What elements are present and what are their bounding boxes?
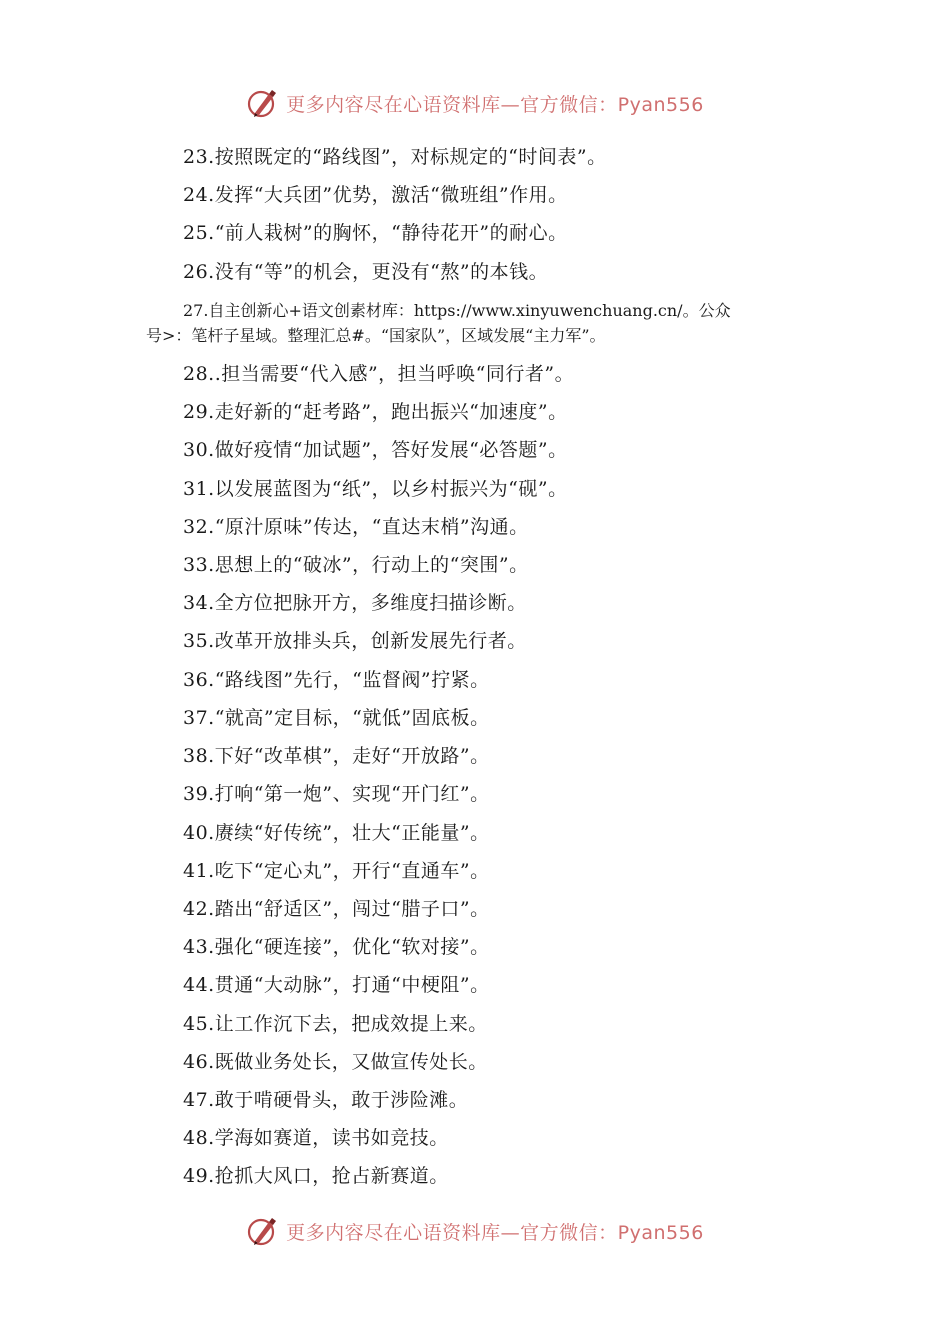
list-item-27-line1: 27.自主创新心+语文创素材库：https://www.xinyuwenchuang.cn/。公众 <box>183 301 731 320</box>
footer-banner <box>0 1211 950 1251</box>
list-item: 42.踏出“舒适区”，闯过“腊子口”。 <box>183 898 490 920</box>
wechat-id: Pyan556 <box>617 93 704 116</box>
list-item: 46.既做业务处长，又做宣传处长。 <box>183 1051 488 1073</box>
list-item: 25.“前人栽树”的胸怀，“静待花开”的耐心。 <box>183 222 568 244</box>
list-item: 34.全方位把脉开方，多维度扫描诊断。 <box>183 592 527 614</box>
header-banner <box>0 83 950 123</box>
list-item-27 <box>146 298 826 348</box>
list-item: 26.没有“等”的机会，更没有“熬”的本钱。 <box>183 261 549 283</box>
list-item: 33.思想上的“破冰”，行动上的“突围”。 <box>183 554 529 576</box>
list-item: 28..担当需要“代入感”，担当呼唤“同行者”。 <box>183 363 575 385</box>
list-item: 32.“原汁原味”传达，“直达末梢”沟通。 <box>183 516 529 538</box>
list-item-27-line2: 号>：笔杆子星域。整理汇总#。“国家队”，区域发展“主力军”。 <box>146 326 606 345</box>
list-item: 30.做好疫情“加试题”，答好发展“必答题”。 <box>183 439 568 461</box>
list-item: 39.打响“第一炮”、实现“开门红”。 <box>183 783 490 805</box>
list-item: 41.吃下“定心丸”，开行“直通车”。 <box>183 860 490 882</box>
list-item: 35.改革开放排头兵，创新发展先行者。 <box>183 630 527 652</box>
list-item: 45.让工作沉下去，把成效提上来。 <box>183 1013 488 1035</box>
list-item: 47.敢于啃硬骨头，敢于涉险滩。 <box>183 1089 469 1111</box>
list-item: 23.按照既定的“路线图”，对标规定的“时间表”。 <box>183 146 607 168</box>
list-item: 31.以发展蓝图为“纸”，以乡村振兴为“砚”。 <box>183 478 568 500</box>
list-item: 37.“就高”定目标，“就低”固底板。 <box>183 707 490 729</box>
pen-logo-icon <box>246 86 280 120</box>
list-item: 49.抢抓大风口，抢占新赛道。 <box>183 1165 449 1187</box>
list-item: 44.贯通“大动脉”，打通“中梗阻”。 <box>183 974 490 996</box>
list-item: 43.强化“硬连接”，优化“软对接”。 <box>183 936 490 958</box>
list-item: 48.学海如赛道，读书如竞技。 <box>183 1127 449 1149</box>
banner-text: 更多内容尽在心语资料库—官方微信：Pyan556 <box>286 1221 704 1244</box>
list-item: 24.发挥“大兵团”优势，激活“微班组”作用。 <box>183 184 568 206</box>
list-item: 40.赓续“好传统”，壮大“正能量”。 <box>183 822 490 844</box>
list-item: 38.下好“改革棋”，走好“开放路”。 <box>183 745 490 767</box>
list-item: 29.走好新的“赶考路”，跑出振兴“加速度”。 <box>183 401 568 423</box>
pen-logo-icon <box>246 1214 280 1248</box>
wechat-id: Pyan556 <box>617 1221 704 1244</box>
list-item: 36.“路线图”先行，“监督阀”拧紧。 <box>183 669 490 691</box>
banner-text: 更多内容尽在心语资料库—官方微信：Pyan556 <box>286 93 704 116</box>
